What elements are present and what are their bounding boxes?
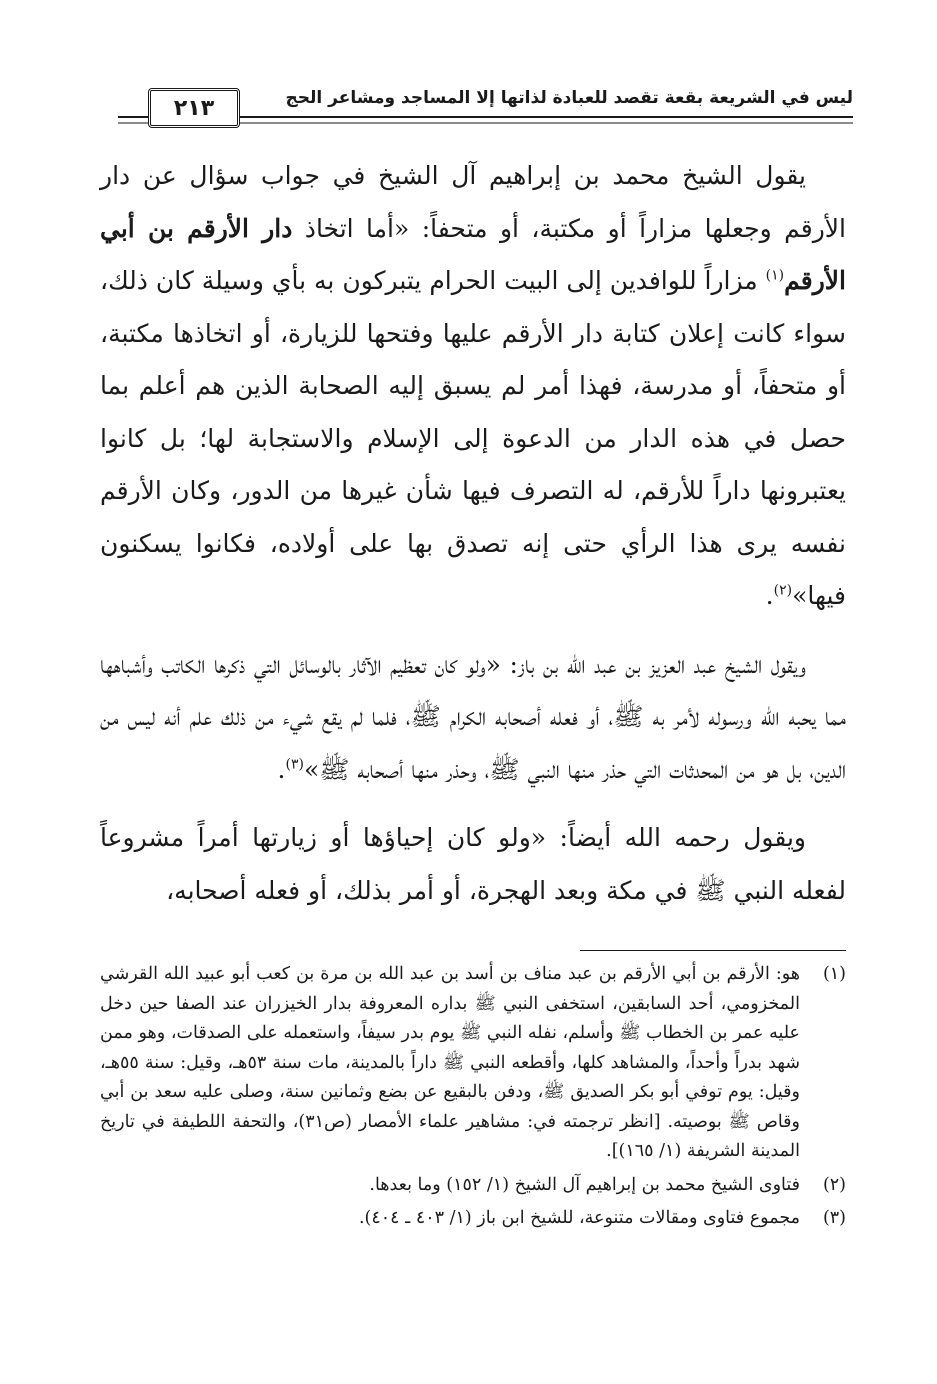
footnote-number: (٣) <box>822 1208 846 1228</box>
text-segment: ويقول الشيخ عبد العزيز بن عبد الله بن باز: «ولو كان تعظيم الآثار بالوسائل التي ذكرها الكاتب وأشباهها مما يحبه الله ورسوله لأمر به ﷺ، أو فعله أصحابه الكرام ﷺ، فلما لم يقع شيء من ذلك علم أنه ليس من الدين، بل هو من المحدثات التي حذر منها النبي ﷺ، وحذر منها أصحابه ﷺ» <box>100 649 846 784</box>
footnote <box>100 960 846 1167</box>
text-segment: ويقول رحمه الله أيضاً: «ولو كان إحياؤها أو زيارتها أمراً مشروعاً لفعله النبي ﷺ في مكة وبعد الهجرة، أو أمر بذلك، أو فعله أصحابه، <box>100 823 846 905</box>
text-segment: يقول الشيخ محمد بن إبراهيم آل الشيخ في جواب سؤال عن دار الأرقم وجعلها مزاراً أو مكتبة، أو متحفاً: «أما اتخاذ <box>100 161 846 243</box>
paragraph <box>100 639 846 797</box>
footnote-separator <box>580 950 846 951</box>
footnote-text: فتاوى الشيخ محمد بن إبراهيم آل الشيخ (١/ ١٥٢) وما بعدها. <box>369 1174 800 1195</box>
footnote-number: (١) <box>822 964 846 984</box>
footnote-reference: (٣) <box>285 756 304 773</box>
header-title: ليس في الشريعة بقعة تقصد للعبادة لذاتها إلا المساجد ومشاعر الحج <box>280 88 854 108</box>
footnote <box>100 1171 846 1201</box>
text-segment: . <box>277 754 286 784</box>
footnote <box>100 1204 846 1234</box>
bold-phrase: دار الأرقم بن أبي الأرقم <box>100 213 846 295</box>
text-segment: . <box>765 581 774 610</box>
footnote-reference: (١) <box>765 267 785 284</box>
footnote-text: مجموع فتاوى ومقالات متنوعة، للشيخ ابن باز (١/ ٤٠٣ ـ ٤٠٤). <box>358 1208 800 1228</box>
page-number: ٢١٣ <box>148 88 240 128</box>
footnote-number: (٢) <box>822 1174 846 1195</box>
paragraph <box>100 812 846 917</box>
footnote-reference: (٢) <box>773 582 793 599</box>
text-segment: مزاراً للوافدين إلى البيت الحرام يتبركون به بأي وسيلة كان ذلك، سواء كانت إعلان كتابة دار الأرقم عليها وفتحها للزيارة، أو اتخاذها مكتبة، أو متحفاً، أو مدرسة، فهذا أمر لم يسبق إليه الصحابة الذين هم أعلم بما حصل في هذه الدار من الدعوة إلى الإسلام والاستجابة لها؛ بل كانوا يعتبرونها داراً للأرقم، له التصرف فيها شأن غيرها من الدور، وكان الأرقم نفسه يرى هذا الرأي حتى إنه تصدق بها على أولاده، فكانوا يسكنون فيها» <box>100 266 846 610</box>
footnotes <box>100 960 846 1238</box>
footnote-text: هو: الأرقم بن أبي الأرقم بن عبد مناف بن أسد بن عبد الله بن مرة بن كعب أبو عبيد الله القرشي المخزومي، أحد السابقين، استخفى النبي ﷺ بداره المعروفة بدار الخيزران عند الصفا حين دخل عليه عمر بن الخطاب ﷺ وأسلم، نفله النبي ﷺ يوم بدر سيفاً، واستعمله على الصدقات، وهو ممن شهد بدراً وأحداً، والمشاهد كلها، وأقطعه النبي ﷺ داراً بالمدينة، مات سنة ٥٣هـ، وقيل: سنة ٥٥هـ، وقيل: يوم توفي أبو بكر الصديق ﷺ، ودفن بالبقيع عن بضع وثمانين سنة، وصلى عليه سعد بن أبي وقاص ﷺ بوصيته. [انظر ترجمته في: مشاهير علماء الأمصار (ص٣١)، والتحفة اللطيفة في تاريخ المدينة الشريفة (١/ ١٦٥)]. <box>100 964 800 1161</box>
paragraph <box>100 150 846 623</box>
main-text <box>100 150 846 933</box>
running-header <box>118 86 853 134</box>
